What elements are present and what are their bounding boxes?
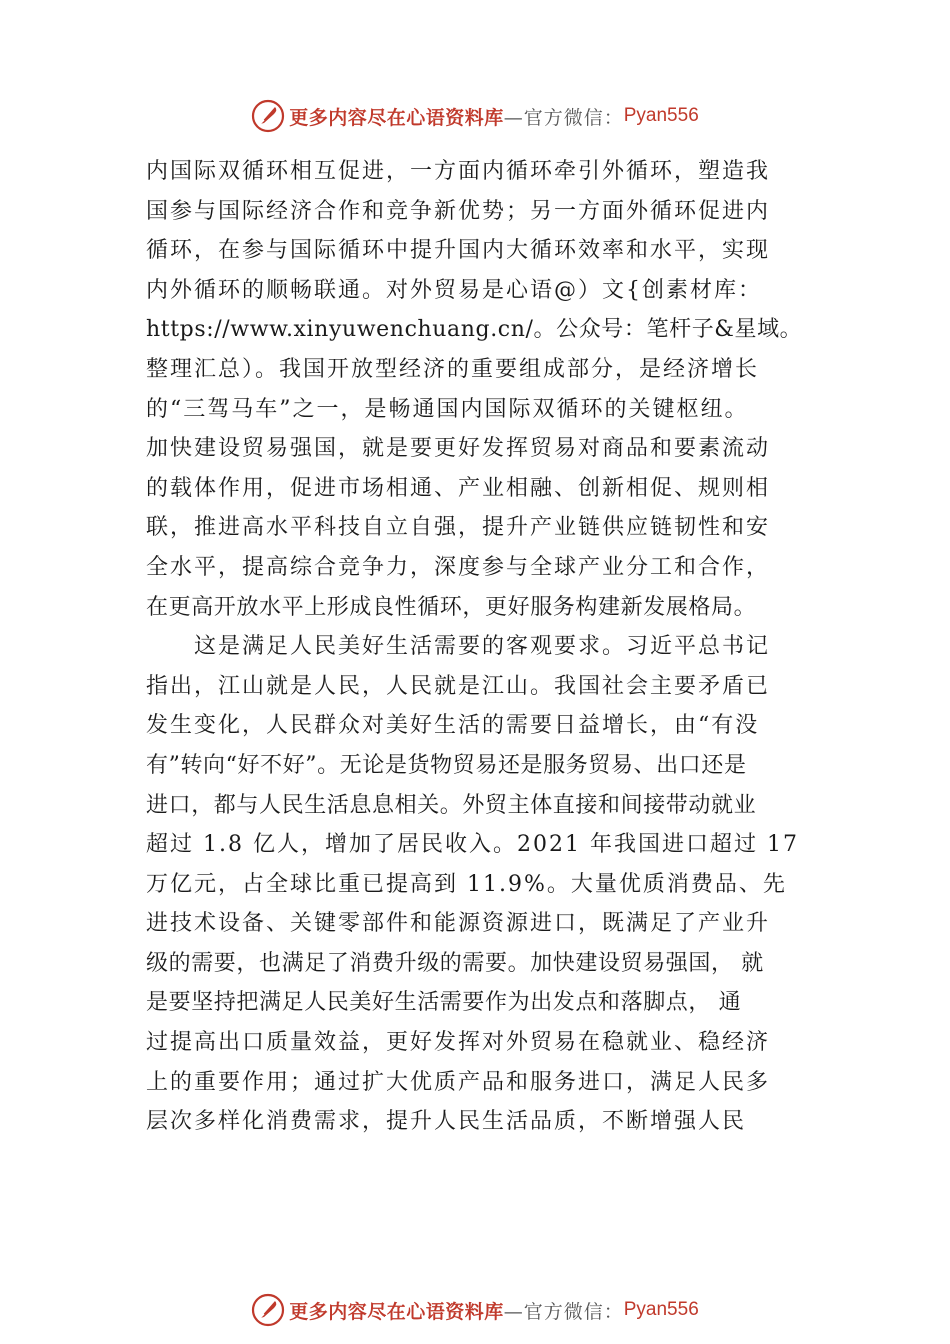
header-banner	[0, 96, 950, 136]
paragraph-start-line: 这是满足人民美好生活需要的客观要求。习近平总书记	[194, 634, 771, 660]
banner-lead-text: 更多内容尽在心语资料库	[289, 106, 504, 129]
text-line: 加快建设贸易强国，就是要更好发挥贸易对商品和要素流动	[146, 436, 771, 462]
quill-circle-logo-icon	[251, 1293, 285, 1327]
text-line: 发生变化，人民群众对美好生活的需要日益增长，由“有没	[146, 713, 760, 739]
banner-tail-text: —官方微信：	[503, 1300, 624, 1323]
text-line: 层次多样化消费需求，提升人民生活品质，不断增强人民	[146, 1109, 747, 1135]
text-line: 进技术设备、关键零部件和能源资源进口，既满足了产业升	[146, 911, 771, 937]
text-line: 有”转向“好不好”。无论是货物贸易还是服务贸易、出口还是	[146, 752, 747, 778]
banner-lead-text: 更多内容尽在心语资料库	[289, 1300, 504, 1323]
quill-circle-logo-icon	[251, 99, 285, 133]
text-line: 过提高出口质量效益，更好发挥对外贸易在稳就业、稳经济	[146, 1030, 771, 1056]
footer-banner	[0, 1290, 950, 1330]
text-line: 指出，江山就是人民，人民就是江山。我国社会主要矛盾已	[146, 673, 771, 699]
text-line: 进口，都与人民生活息息相关。外贸主体直接和间接带动就业	[146, 792, 757, 818]
banner-wechat-handle: Pyan556	[623, 105, 699, 126]
text-line: 内国际双循环相互促进，一方面内循环牵引外循环，塑造我	[146, 159, 771, 184]
text-line: 整理汇总）。我国开放型经济的重要组成部分，是经济增长	[146, 356, 760, 382]
text-line: 全水平，提高综合竞争力，深度参与全球产业分工和合作，	[146, 554, 771, 580]
text-line: 超过 1.8 亿人，增加了居民收入。2021 年我国进口超过 17	[146, 832, 799, 858]
banner-tail-text: —官方微信：	[503, 106, 624, 129]
text-line: 是要坚持把满足人民美好生活需要作为出发点和落脚点， 通	[146, 990, 742, 1016]
body-text	[146, 152, 826, 1142]
text-line: 国参与国际经济合作和竞争新优势；另一方面外循环促进内	[146, 198, 771, 224]
text-line-url: https://www.xinyuwenchuang.cn/。公众号：笔杆子&星域。	[146, 317, 803, 343]
text-line: 循环，在参与国际循环中提升国内大循环效率和水平，实现	[146, 238, 771, 264]
text-line: 在更高开放水平上形成良性循环，更好服务构建新发展格局。	[146, 594, 757, 620]
text-line: 的“三驾马车”之一，是畅通国内国际双循环的关键枢纽。	[146, 396, 749, 422]
banner-wechat-handle: Pyan556	[623, 1299, 699, 1320]
text-line: 级的需要，也满足了消费升级的需要。加快建设贸易强国， 就	[146, 950, 764, 976]
text-line: 内外循环的顺畅联通。对外贸易是心语@）文{创素材库：	[146, 277, 762, 303]
text-line: 上的重要作用；通过扩大优质产品和服务进口，满足人民多	[146, 1069, 771, 1095]
text-line: 的载体作用，促进市场相通、产业相融、创新相促、规则相	[146, 475, 771, 501]
text-line: 联，推进高水平科技自立自强，提升产业链供应链韧性和安	[146, 515, 771, 541]
text-line: 万亿元，占全球比重已提高到 11.9%。大量优质消费品、先	[146, 871, 787, 897]
